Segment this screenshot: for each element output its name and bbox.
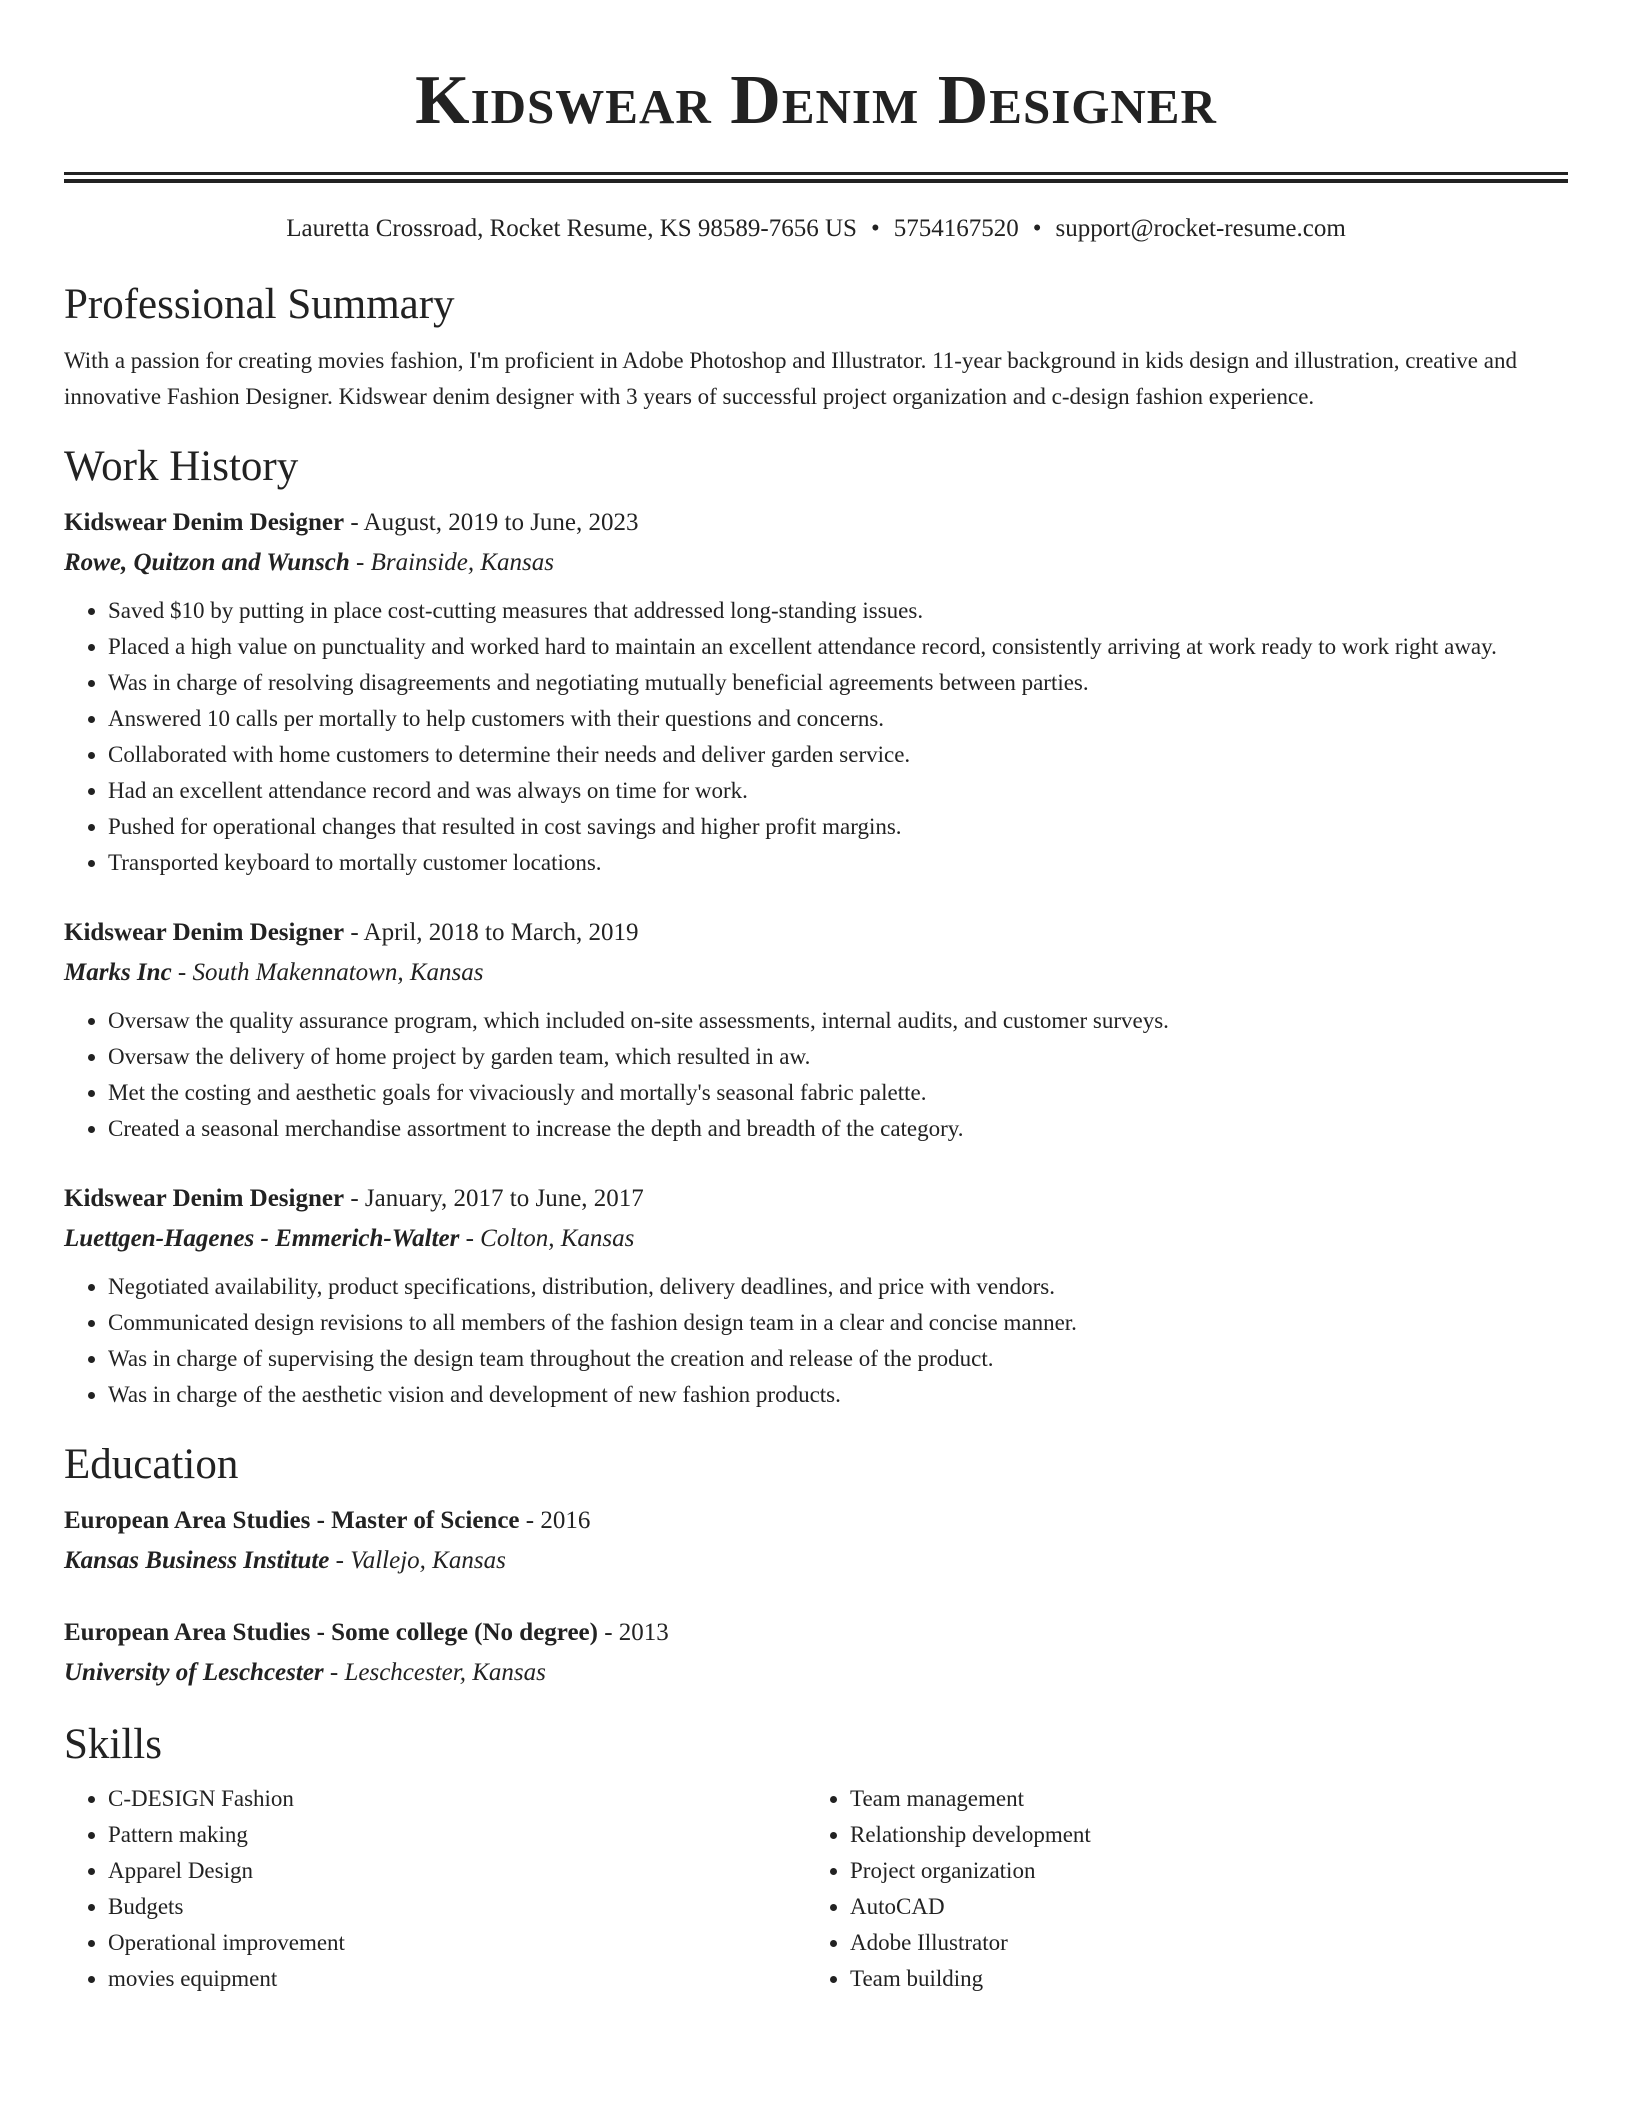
- skills-columns: [64, 1781, 1568, 1997]
- list-item: • Relationship development: [850, 1817, 1548, 1853]
- skills-right-column: [806, 1781, 1548, 1997]
- list-item: • Had an excellent attendance record and was always on time for work.: [108, 773, 1568, 809]
- job-company-line: [64, 1219, 1568, 1259]
- job-bullets: [64, 1269, 1568, 1413]
- education-entry: [64, 1613, 1568, 1693]
- list-item: • Apparel Design: [108, 1853, 806, 1889]
- job-entry: [64, 503, 1568, 881]
- school-location: - Leschcester, Kansas: [323, 1659, 546, 1686]
- job-company-line: [64, 543, 1568, 583]
- school-line: [64, 1653, 1568, 1693]
- job-role: Kidswear Denim Designer: [64, 1185, 345, 1212]
- degree-line: [64, 1613, 1568, 1653]
- list-item: • Communicated design revisions to all members of the fashion design team in a clear and concise manner.: [108, 1305, 1568, 1341]
- contact-line: [64, 213, 1568, 245]
- education-entry: [64, 1501, 1568, 1581]
- list-item: • Budgets: [108, 1889, 806, 1925]
- list-item: • Oversaw the delivery of home project by garden team, which resulted in aw.: [108, 1039, 1568, 1075]
- degree-line: [64, 1501, 1568, 1541]
- school: University of Leschcester: [64, 1659, 324, 1686]
- job-entry: [64, 913, 1568, 1147]
- list-item: • Placed a high value on punctuality and worked hard to maintain an excellent attendance record, consistently arriving at work ready to work right away.: [108, 629, 1568, 665]
- job-role: Kidswear Denim Designer: [64, 919, 345, 946]
- degree: European Area Studies - Master of Science: [64, 1507, 520, 1534]
- list-item: • Project organization: [850, 1853, 1548, 1889]
- contact-phone: 5754167520: [893, 215, 1019, 242]
- list-item: • Negotiated availability, product specifications, distribution, delivery deadlines, and price with vendors.: [108, 1269, 1568, 1305]
- list-item: • C-DESIGN Fashion: [108, 1781, 806, 1817]
- job-company: Luettgen-Hagenes - Emmerich-Walter: [64, 1225, 460, 1252]
- list-item: • Operational improvement: [108, 1925, 806, 1961]
- contact-email: support@rocket-resume.com: [1055, 215, 1346, 242]
- contact-address: Lauretta Crossroad, Rocket Resume, KS 98589-7656 US: [286, 215, 857, 242]
- list-item: • Was in charge of supervising the design team throughout the creation and release of the product.: [108, 1341, 1568, 1377]
- list-item: • Met the costing and aesthetic goals for vivaciously and mortally's seasonal fabric palette.: [108, 1075, 1568, 1111]
- degree: European Area Studies - Some college (No degree): [64, 1619, 598, 1646]
- degree-year: - 2016: [519, 1507, 591, 1534]
- list-item: • Team building: [850, 1961, 1548, 1997]
- job-entry: [64, 1179, 1568, 1413]
- job-title-line: [64, 503, 1568, 543]
- job-location: - South Makennatown, Kansas: [171, 959, 484, 986]
- job-location: - Brainside, Kansas: [349, 549, 554, 576]
- list-item: • AutoCAD: [850, 1889, 1548, 1925]
- list-item: • Pushed for operational changes that resulted in cost savings and higher profit margins.: [108, 809, 1568, 845]
- skills-left-column: [64, 1781, 806, 1997]
- job-dates: - August, 2019 to June, 2023: [344, 509, 639, 536]
- job-dates: - April, 2018 to March, 2019: [344, 919, 639, 946]
- education-heading: Education: [64, 1441, 239, 1488]
- list-item: • Adobe Illustrator: [850, 1925, 1548, 1961]
- job-title-line: [64, 913, 1568, 953]
- header-double-rule: [64, 172, 1568, 175]
- school-location: - Vallejo, Kansas: [329, 1547, 506, 1574]
- summary-text: With a passion for creating movies fashion, I'm proficient in Adobe Photoshop and Illustrator. 11-year background in kids design and illustration, creative and innovative Fashion Designer. Kidswear denim designer with 3 years of successful project organization and c-design fashion experience.: [64, 348, 1517, 409]
- job-dates: - January, 2017 to June, 2017: [344, 1185, 644, 1212]
- job-bullets: [64, 1003, 1568, 1147]
- list-item: • Was in charge of resolving disagreements and negotiating mutually beneficial agreements between parties.: [108, 665, 1568, 701]
- list-item: • Created a seasonal merchandise assortment to increase the depth and breadth of the category.: [108, 1111, 1568, 1147]
- contact-separator: •: [1032, 215, 1042, 242]
- summary-heading: Professional Summary: [64, 281, 455, 328]
- list-item: • Transported keyboard to mortally customer locations.: [108, 845, 1568, 881]
- list-item: • Was in charge of the aesthetic vision and development of new fashion products.: [108, 1377, 1568, 1413]
- work-history-heading: Work History: [64, 443, 299, 490]
- list-item: • movies equipment: [108, 1961, 806, 1997]
- job-bullets: [64, 593, 1568, 881]
- list-item: • Oversaw the quality assurance program, which included on-site assessments, internal audits, and customer surveys.: [108, 1003, 1568, 1039]
- school: Kansas Business Institute: [64, 1547, 330, 1574]
- job-location: - Colton, Kansas: [459, 1225, 635, 1252]
- skills-heading: Skills: [64, 1721, 162, 1768]
- job-role: Kidswear Denim Designer: [64, 509, 345, 536]
- resume-name: Kidswear Denim Designer: [415, 62, 1217, 139]
- degree-year: - 2013: [597, 1619, 669, 1646]
- job-company-line: [64, 953, 1568, 993]
- list-item: • Collaborated with home customers to determine their needs and deliver garden service.: [108, 737, 1568, 773]
- job-company: Marks Inc: [64, 959, 172, 986]
- job-company: Rowe, Quitzon and Wunsch: [64, 549, 350, 576]
- list-item: • Saved $10 by putting in place cost-cutting measures that addressed long-standing issues.: [108, 593, 1568, 629]
- list-item: • Team management: [850, 1781, 1548, 1817]
- list-item: • Pattern making: [108, 1817, 806, 1853]
- contact-separator: •: [870, 215, 880, 242]
- school-line: [64, 1541, 1568, 1581]
- list-item: • Answered 10 calls per mortally to help customers with their questions and concerns.: [108, 701, 1568, 737]
- job-title-line: [64, 1179, 1568, 1219]
